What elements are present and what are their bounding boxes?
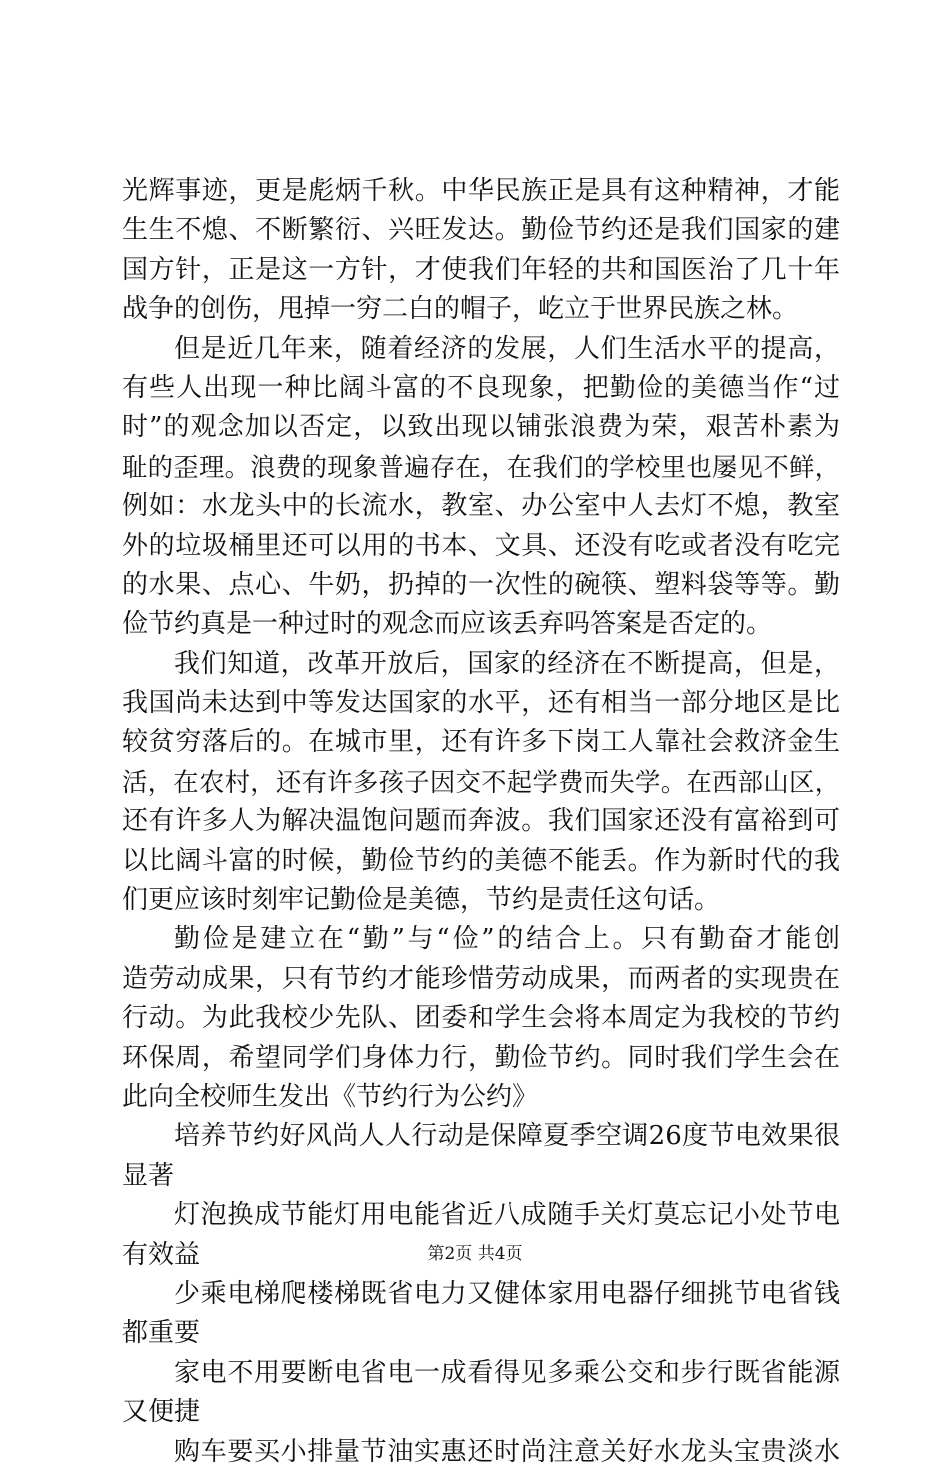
text-line: 们更应该时刻牢记勤俭是美德，节约是责任这句话。 (122, 885, 721, 916)
text-line: 家电不用要断电省电一成看得见多乘公交和步行既省能源 (174, 1357, 840, 1388)
text-line: 显著 (122, 1160, 175, 1191)
text-line: 战争的创伤，甩掉一穷二白的帽子，屹立于世界民族之林。 (122, 294, 799, 325)
text-line: 我们知道，改革开放后，国家的经济在不断提高，但是， (174, 648, 840, 679)
text-line: 造劳动成果，只有节约才能珍惜劳动成果，而两者的实现贵在 (122, 963, 840, 994)
text-line: 较贫穷落后的。在城市里，还有许多下岗工人靠社会救济金生 (122, 727, 840, 758)
text-line: 都重要 (122, 1318, 201, 1349)
text-line: 俭节约真是一种过时的观念而应该丢弃吗答案是否定的。 (122, 609, 773, 640)
text-line: 例如：水龙头中的长流水，教室、办公室中人去灯不熄，教室 (122, 491, 840, 522)
text-line: 生生不熄、不断繁衍、兴旺发达。勤俭节约还是我们国家的建 (122, 215, 840, 246)
text-line: 耻的歪理。浪费的现象普遍存在，在我们的学校里也屡见不鲜， (122, 451, 840, 482)
page-footer: 第2页 共4页 (427, 1244, 523, 1264)
text-line: 还有许多人为解决温饱问题而奔波。我们国家还没有富裕到可 (122, 806, 840, 837)
text-line: 国方针，正是这一方针，才使我们年轻的共和国医治了几十年 (122, 254, 840, 285)
text-line: 有些人出现一种比阔斗富的不良现象，把勤俭的美德当作“过 (122, 372, 840, 403)
text-line: 但是近几年来，随着经济的发展，人们生活水平的提高， (174, 333, 840, 364)
text-line: 少乘电梯爬楼梯既省电力又健体家用电器仔细挑节电省钱 (174, 1278, 840, 1309)
text-line: 灯泡换成节能灯用电能省近八成随手关灯莫忘记小处节电 (174, 1200, 840, 1231)
text-line: 勤俭是建立在“勤”与“俭”的结合上。只有勤奋才能创 (174, 924, 840, 955)
body-text (122, 172, 840, 1472)
text-line: 又便捷 (122, 1397, 201, 1428)
text-line: 以比阔斗富的时候，勤俭节约的美德不能丢。作为新时代的我 (122, 845, 840, 876)
text-line: 环保周，希望同学们身体力行，勤俭节约。同时我们学生会在 (122, 1042, 840, 1073)
text-line: 的水果、点心、牛奶，扔掉的一次性的碗筷、塑料袋等等。勤 (122, 569, 840, 600)
text-line: 外的垃圾桶里还可以用的书本、文具、还没有吃或者没有吃完 (122, 530, 840, 561)
text-line: 购车要买小排量节油实惠还时尚注意关好水龙头宝贵淡水 (174, 1436, 840, 1467)
text-line: 活，在农村，还有许多孩子因交不起学费而失学。在西部山区， (122, 766, 840, 797)
text-line: 培养节约好风尚人人行动是保障夏季空调26度节电效果很 (174, 1121, 840, 1152)
text-line: 行动。为此我校少先队、团委和学生会将本周定为我校的节约 (122, 1003, 840, 1034)
text-line: 此向全校师生发出《节约行为公约》 (122, 1081, 539, 1112)
text-line: 有效益 (122, 1239, 201, 1270)
text-line: 光辉事迹，更是彪炳千秋。中华民族正是具有这种精神，才能 (122, 176, 840, 206)
text-line: 时”的观念加以否定，以致出现以铺张浪费为荣，艰苦朴素为 (122, 412, 840, 443)
text-line: 我国尚未达到中等发达国家的水平，还有相当一部分地区是比 (122, 688, 840, 719)
